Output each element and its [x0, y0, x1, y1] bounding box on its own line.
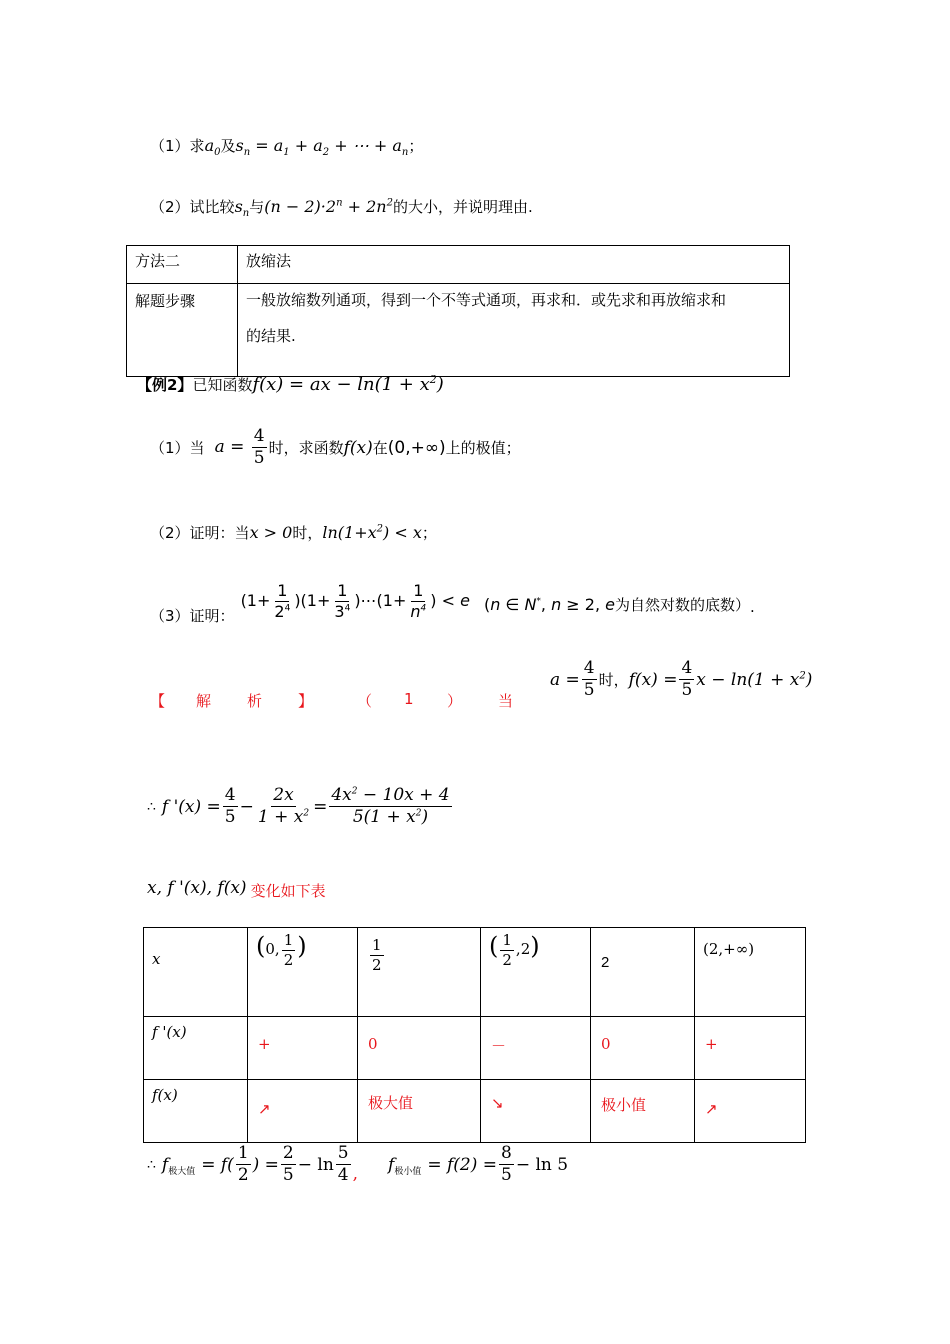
analysis-c3: 析: [247, 692, 263, 710]
question-1-num: （1）: [150, 137, 190, 155]
example-2: [137, 373, 444, 395]
formula-sn: $s_n = a_1 + a_2$ + ⋯ + $a_n$: [235, 136, 409, 159]
f-cell-4: 极小值: [591, 1080, 695, 1143]
question-1-text: 求: [189, 137, 205, 155]
analysis-c1: 【: [150, 692, 166, 710]
fprime-cell-5: +: [695, 1017, 806, 1080]
min-subscript: 极小值: [394, 1167, 422, 1177]
variation-table: [143, 927, 806, 1143]
part-2-text-b: 时，: [292, 524, 323, 542]
analysis-c2: 解: [196, 692, 212, 710]
fprime-cell-4: 0: [591, 1017, 695, 1080]
formula-fx-2: f(x): [343, 437, 373, 458]
steps-line-1: 一般放缩数列通项，得到一个不等式通项，再求和．或先求和再放缩求和: [246, 291, 727, 309]
steps-label: 解题步骤: [127, 284, 238, 377]
question-1-tail: ；: [408, 137, 424, 155]
part-2-tail: ；: [421, 524, 437, 542]
part-3-num: （3）: [150, 607, 190, 625]
table-intro: x, f '(x), f(x) 变化如下表: [147, 877, 326, 900]
header-two: 2: [591, 928, 695, 1017]
analysis-c8: 当: [498, 692, 514, 710]
part-1-text-c: 在: [372, 439, 388, 457]
f-cell-2: 极大值: [358, 1080, 481, 1143]
part-2-num: （2）: [150, 524, 190, 542]
question-1-text-b: 及: [220, 137, 236, 155]
method-label: 方法二: [127, 246, 238, 284]
fprime-cell-1: +: [248, 1017, 358, 1080]
part-1: [150, 428, 521, 467]
analysis-c7: ）: [447, 692, 463, 710]
part-3-tail: .: [750, 597, 755, 616]
part-1-text: 当: [189, 439, 205, 457]
question-2-text-b: 与: [249, 198, 265, 216]
f-cell-1: ↗: [248, 1080, 358, 1143]
analysis-c6: 1: [404, 690, 414, 708]
formula-interval: (0,+∞): [387, 437, 446, 458]
formula-fx: f(x) = ax − $\ln(1 + x^2)$: [252, 373, 444, 395]
formula-analysis: a = $\frac{4}{5}$ 时， f(x) = $\frac{4}{5}$ $x - \ln(1 + x^2)$: [550, 658, 813, 700]
formula-ln-ineq: $\ln(1+x^2) < x$: [322, 523, 422, 542]
max-subscript: 极大值: [168, 1167, 196, 1177]
condition-text: 为自然对数的底数）: [615, 596, 751, 614]
part-2-text: 证明：当: [189, 524, 250, 542]
part-1-text-b: 时，求函数: [268, 439, 344, 457]
formula-product: (1+ $\frac{1}{2^4}$ )(1+ $\frac{1}{3^4}$ )⋯(1+ $\frac{1}{n^4}$ ) < e: [240, 581, 470, 621]
analysis-shi: 时，: [598, 671, 629, 689]
question-2-text: 试比较: [189, 198, 235, 216]
example-label: 【例2】: [137, 376, 193, 394]
header-interval-3: (2,+∞): [695, 928, 806, 1017]
part-2: [150, 522, 437, 543]
analysis-c5: （: [357, 692, 373, 710]
formula-x-pos: x > 0: [249, 523, 293, 542]
row-label-fprime: f '(x): [144, 1017, 248, 1080]
fprime-cell-3: －: [481, 1017, 591, 1080]
part-3-text: 证明：: [189, 607, 235, 625]
f-cell-3: ↘: [481, 1080, 591, 1143]
question-2-text-c: 的大小，并说明理由.: [392, 198, 533, 216]
formula-derivative: ∴ f '(x) = $\frac{4}{5}$ − $\frac{2x}{1 + x^2}$ = $\frac{4x^2 - 10x + 4}{5(1 + x^2)}$: [147, 785, 450, 827]
question-1: [150, 135, 423, 158]
f-cell-5: ↗: [695, 1080, 806, 1143]
table-intro-text: 变化如下表: [250, 882, 326, 900]
part-1-num: （1）: [150, 439, 190, 457]
steps-content: [238, 284, 790, 377]
formula-a0: $a_0$: [204, 136, 221, 159]
part-1-text-d: 上的极值；: [445, 439, 521, 457]
header-interval-2: ( $\frac{1}{2}$ ,2): [481, 928, 591, 1017]
formula-compare: $(n - 2)\cdot 2^n + 2n^2$: [264, 197, 393, 216]
part-3: [150, 577, 755, 626]
example-text: 已知函数: [192, 376, 253, 394]
formula-a-eq: a = $\frac{4}{5}$: [214, 426, 265, 468]
question-2-num: （2）: [150, 198, 190, 216]
header-half: $\frac{1}{2}$: [358, 928, 481, 1017]
header-interval-1: (0, $\frac{1}{2}$ ): [248, 928, 358, 1017]
header-x: x: [144, 928, 248, 1017]
row-label-f: f(x): [144, 1080, 248, 1143]
analysis-c4: 】: [298, 692, 314, 710]
fprime-cell-2: 0: [358, 1017, 481, 1080]
method-table: [126, 245, 790, 377]
question-2: [150, 196, 533, 219]
formula-sn-2: $s_n$: [234, 197, 250, 220]
formula-condition: (n ∈ N*, n ≥ 2, e为自然对数的底数）: [483, 595, 751, 614]
method-name: 放缩法: [238, 246, 790, 284]
steps-line-2: 的结果.: [246, 327, 296, 345]
formula-extremes: ∴ f $_{极大值}$ = f( $\frac{1}{2}$ ) = $\frac{2}{5}$ − ln $\frac{5}{4}$ , f $_{极小值}$ = f(2) = $\frac{8}{5}$ − ln 5: [147, 1143, 569, 1185]
